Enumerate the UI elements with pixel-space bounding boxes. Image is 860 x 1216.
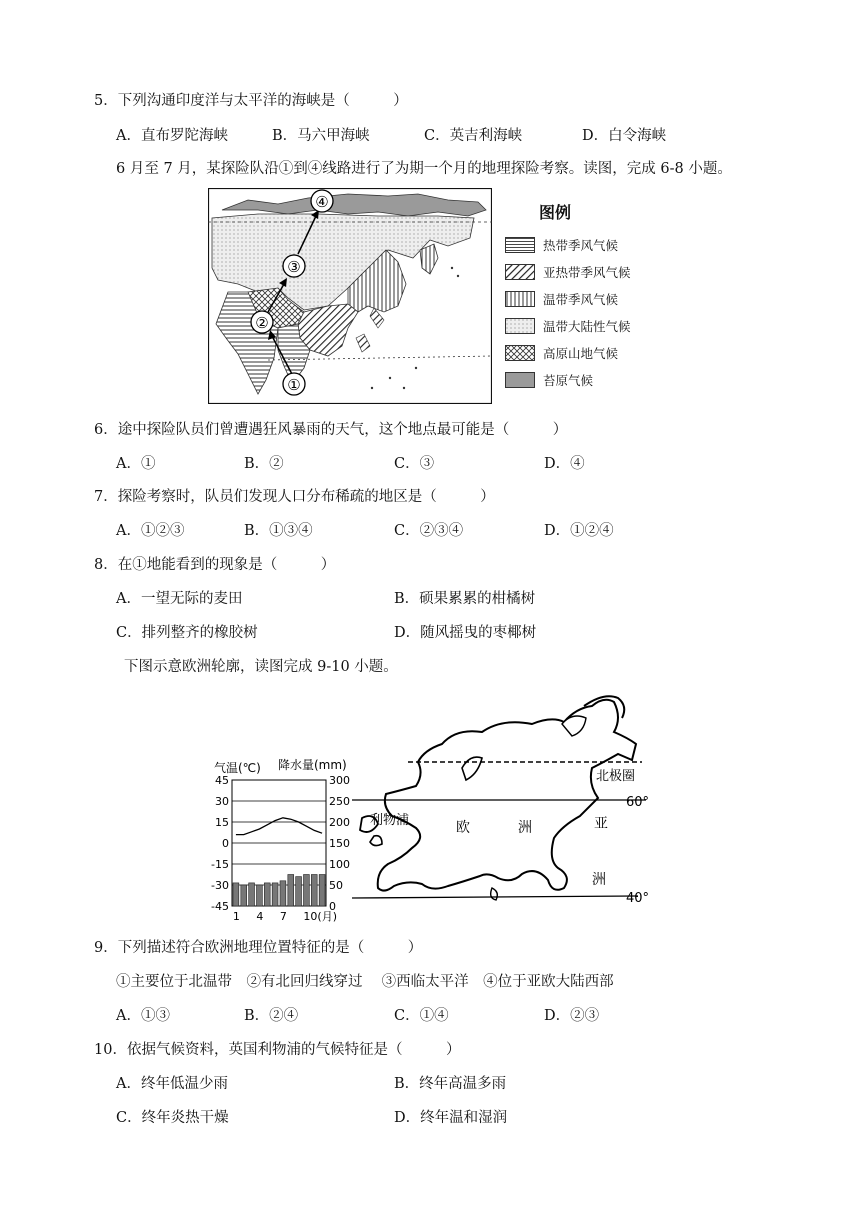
- precip-bar: [241, 885, 247, 906]
- precip-bar: [311, 875, 317, 907]
- precip-tick-label: 300: [329, 774, 350, 787]
- q6-option-c[interactable]: C．③: [394, 456, 435, 472]
- precip-bar: [264, 883, 270, 906]
- month-tick-label: 4: [256, 910, 264, 923]
- temp-axis-label: 气温(℃): [214, 761, 261, 775]
- asia-climate-map: [208, 188, 492, 404]
- legend-label: 苔原气候: [543, 373, 594, 388]
- q7-option-b[interactable]: B．①③④: [244, 523, 313, 539]
- q10-option-c[interactable]: C．终年炎热干燥: [116, 1110, 229, 1126]
- svg-text:①: ①: [287, 376, 301, 394]
- precip-tick-label: 250: [329, 795, 350, 808]
- liverpool-label: 利物浦: [370, 813, 410, 828]
- legend-item-temperate-monsoon: [505, 290, 618, 308]
- precip-tick-label: 0: [329, 900, 336, 913]
- precip-bar: [296, 877, 302, 906]
- precip-bar: [280, 881, 286, 906]
- question-7-stem: 7．探险考察时，队员们发现人口分布稀疏的地区是（ ）: [94, 489, 495, 505]
- svg-text:②: ②: [255, 314, 269, 332]
- europe-label-2: 洲: [518, 820, 532, 836]
- temp-tick-label: -15: [211, 858, 229, 871]
- route-marker-3: [283, 255, 305, 277]
- map-legend: [505, 196, 665, 406]
- asia-label-1: 亚: [594, 816, 608, 832]
- q7-option-c[interactable]: C．②③④: [394, 523, 464, 539]
- legend-label: 亚热带季风气候: [543, 265, 631, 280]
- q10-option-d[interactable]: D．终年温和湿润: [394, 1110, 508, 1126]
- temp-tick-label: -45: [211, 900, 229, 913]
- precip-bar: [288, 875, 294, 907]
- q7-option-d[interactable]: D．①②④: [544, 523, 614, 539]
- europe-map: [352, 688, 672, 920]
- q5-option-c[interactable]: C．英吉利海峡: [424, 128, 523, 144]
- legend-title: 图例: [539, 203, 572, 222]
- asia-map-svg: [208, 188, 492, 404]
- month-tick-label: 1: [232, 910, 240, 923]
- liverpool-climate-chart: [204, 756, 356, 928]
- precip-tick-label: 200: [329, 816, 350, 829]
- question-10-stem: 10．依据气候资料，英国利物浦的气候特征是（ ）: [94, 1042, 461, 1058]
- legend-item-plateau: [505, 344, 618, 362]
- temp-tick-label: 45: [215, 774, 229, 787]
- q8-option-b[interactable]: B．硕果累累的柑橘树: [394, 591, 536, 607]
- legend-item-tundra: [505, 371, 593, 389]
- asia-label-2: 洲: [592, 872, 606, 888]
- precip-tick-label: 150: [329, 837, 350, 850]
- intro-6-8: 6 月至 7 月，某探险队沿①到④线路进行了为期一个月的地理探险考察。读图，完成 6-8 小题。: [116, 161, 732, 177]
- q10-option-b[interactable]: B．终年高温多雨: [394, 1076, 507, 1092]
- question-6-stem: 6．途中探险队员们曾遭遇狂风暴雨的天气，这个地点最可能是（ ）: [94, 422, 568, 438]
- legend-item-temperate-continental: [505, 317, 631, 335]
- route-marker-1: [283, 373, 305, 395]
- month-tick-label: 7: [279, 910, 287, 923]
- q8-option-a[interactable]: A．一望无际的麦田: [116, 591, 243, 607]
- legend-label: 温带季风气候: [543, 292, 619, 307]
- q6-option-a[interactable]: A．①: [116, 456, 156, 472]
- lat-40-label: 40°: [626, 891, 650, 906]
- precip-bar: [249, 883, 255, 906]
- precip-axis-label: 降水量(mm): [278, 758, 347, 772]
- precip-bar: [272, 883, 278, 906]
- svg-text:③: ③: [287, 258, 301, 276]
- q9-option-d[interactable]: D．②③: [544, 1008, 600, 1024]
- europe-map-svg: [352, 688, 672, 920]
- precip-bar: [319, 875, 325, 907]
- precip-bar: [257, 885, 263, 906]
- precip-bar: [304, 875, 310, 907]
- precip-tick-label: 100: [329, 858, 350, 871]
- lat-60-label: 60°: [626, 795, 650, 810]
- europe-label-1: 欧: [456, 820, 470, 836]
- route-marker-4: [311, 190, 333, 212]
- q9-option-c[interactable]: C．①④: [394, 1008, 449, 1024]
- legend-item-subtropical-monsoon: [505, 263, 631, 281]
- intro-9-10: 下图示意欧洲轮廓，读图完成 9-10 小题。: [124, 659, 398, 675]
- q9-option-b[interactable]: B．②④: [244, 1008, 299, 1024]
- q5-option-a[interactable]: A．直布罗陀海峡: [116, 128, 228, 144]
- climate-chart-svg: [204, 756, 356, 928]
- question-8-stem: 8．在①地能看到的现象是（ ）: [94, 557, 336, 573]
- temp-tick-label: 0: [222, 837, 229, 850]
- legend-label: 温带大陆性气候: [543, 319, 631, 334]
- q6-option-b[interactable]: B．②: [244, 456, 284, 472]
- legend-label: 热带季风气候: [543, 238, 619, 253]
- q9-option-a[interactable]: A．①③: [116, 1008, 170, 1024]
- route-marker-2: [251, 311, 273, 333]
- q10-option-a[interactable]: A．终年低温少雨: [116, 1076, 228, 1092]
- temp-tick-label: 15: [215, 816, 229, 829]
- svg-text:④: ④: [315, 193, 329, 211]
- q6-option-d[interactable]: D．④: [544, 456, 585, 472]
- month-tick-label: 10(月): [303, 910, 338, 923]
- q8-option-d[interactable]: D．随风摇曳的枣椰树: [394, 625, 537, 641]
- q5-option-b[interactable]: B．马六甲海峡: [272, 128, 370, 144]
- temp-tick-label: -30: [211, 879, 229, 892]
- q9-statements: ①主要位于北温带 ②有北回归线穿过 ③西临太平洋 ④位于亚欧大陆西部: [116, 974, 614, 990]
- precip-tick-label: 50: [329, 879, 343, 892]
- precip-bar: [233, 883, 239, 906]
- question-5-stem: 5．下列沟通印度洋与太平洋的海峡是（ ）: [94, 93, 408, 109]
- q7-option-a[interactable]: A．①②③: [116, 523, 185, 539]
- question-9-stem: 9．下列描述符合欧洲地理位置特征的是（ ）: [94, 940, 423, 956]
- q5-option-d[interactable]: D．白令海峡: [582, 128, 667, 144]
- arctic-circle-label: 北极圈: [596, 769, 636, 784]
- legend-item-tropical-monsoon: [505, 236, 618, 254]
- temp-tick-label: 30: [215, 795, 229, 808]
- legend-label: 高原山地气候: [543, 346, 619, 361]
- q8-option-c[interactable]: C．排列整齐的橡胶树: [116, 625, 258, 641]
